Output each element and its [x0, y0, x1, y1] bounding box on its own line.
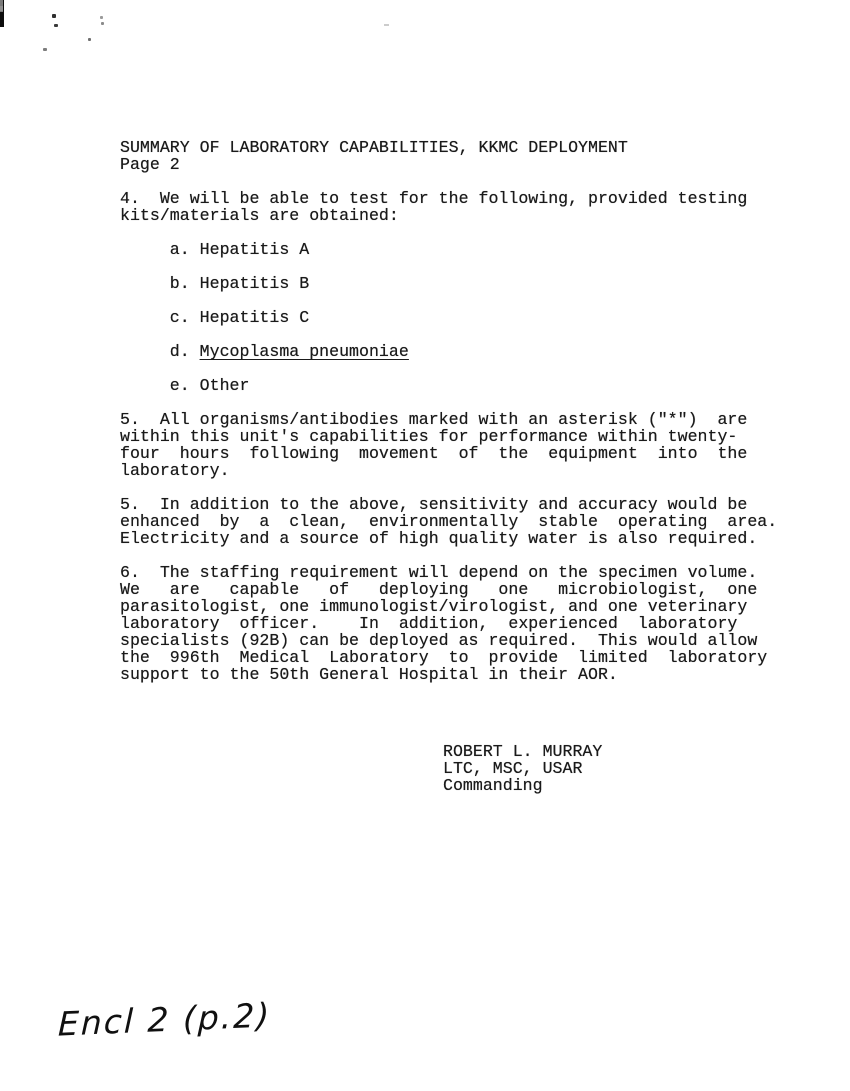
- list-item-label: d.: [120, 342, 200, 361]
- scan-speck: [384, 24, 389, 26]
- list-item-label: c.: [120, 308, 200, 327]
- list-item-text: Other: [199, 376, 250, 395]
- list-item-text: Hepatitis C: [199, 308, 310, 327]
- list-item-text-underlined: Mycoplasma pneumoniae: [199, 342, 409, 361]
- list-item-hepatitis-a: [120, 241, 800, 258]
- scan-speck: [101, 22, 104, 25]
- scan-speck: [52, 14, 56, 18]
- doc-line: laboratory officer. In addition, experienced laboratory: [120, 614, 738, 633]
- list-item-hepatitis-c: [120, 309, 800, 326]
- signature-name: ROBERT L. MURRAY: [443, 742, 603, 761]
- scan-speck: [88, 38, 91, 41]
- list-item-label: e.: [120, 376, 200, 395]
- doc-line: specialists (92B) can be deployed as required. This would allow: [120, 631, 758, 650]
- doc-line: 5. In addition to the above, sensitivity and accuracy would be: [120, 495, 748, 514]
- signature-rank: LTC, MSC, USAR: [443, 759, 583, 778]
- doc-line: enhanced by a clean, environmentally stable operating area.: [120, 512, 778, 531]
- doc-line: the 996th Medical Laboratory to provide limited laboratory: [120, 648, 768, 667]
- doc-line: laboratory.: [120, 461, 230, 480]
- list-item-mycoplasma: [120, 343, 800, 360]
- doc-line: kits/materials are obtained:: [120, 206, 399, 225]
- scan-speck: [100, 16, 103, 19]
- paragraph-4: [120, 190, 800, 224]
- document-title: SUMMARY OF LABORATORY CAPABILITIES, KKMC DEPLOYMENT: [120, 138, 628, 157]
- list-item-other: [120, 377, 800, 394]
- doc-line: 6. The staffing requirement will depend on the specimen volume.: [120, 563, 758, 582]
- handwritten-annotation: Encl 2 (p.2): [57, 995, 272, 1044]
- paragraph-6-staffing: [120, 564, 800, 683]
- doc-line: parasitologist, one immunologist/virologist, and one veterinary: [120, 597, 748, 616]
- list-item-hepatitis-b: [120, 275, 800, 292]
- paragraph-5-asterisk: [120, 411, 800, 479]
- doc-line: support to the 50th General Hospital in their AOR.: [120, 665, 618, 684]
- list-item-label: b.: [120, 274, 200, 293]
- scan-speck: [54, 24, 58, 27]
- doc-line: Electricity and a source of high quality water is also required.: [120, 529, 758, 548]
- list-item-text: Hepatitis A: [199, 240, 310, 259]
- doc-line: within this unit's capabilities for performance within twenty-: [120, 427, 738, 446]
- page-number: Page 2: [120, 155, 180, 174]
- signature-block: [443, 743, 800, 794]
- doc-line: We are capable of deploying one microbiologist, one: [120, 580, 758, 599]
- scan-speck: [43, 48, 47, 51]
- list-item-label: a.: [120, 240, 200, 259]
- scan-edge-mark: [0, 0, 3, 6]
- paragraph-5-environment: [120, 496, 800, 547]
- signature-role: Commanding: [443, 776, 543, 795]
- list-item-text: Hepatitis B: [199, 274, 310, 293]
- document-body: [120, 139, 800, 794]
- doc-line: four hours following movement of the equipment into the: [120, 444, 748, 463]
- doc-line: 5. All organisms/antibodies marked with an asterisk ("*") are: [120, 410, 748, 429]
- doc-line: 4. We will be able to test for the following, provided testing: [120, 189, 748, 208]
